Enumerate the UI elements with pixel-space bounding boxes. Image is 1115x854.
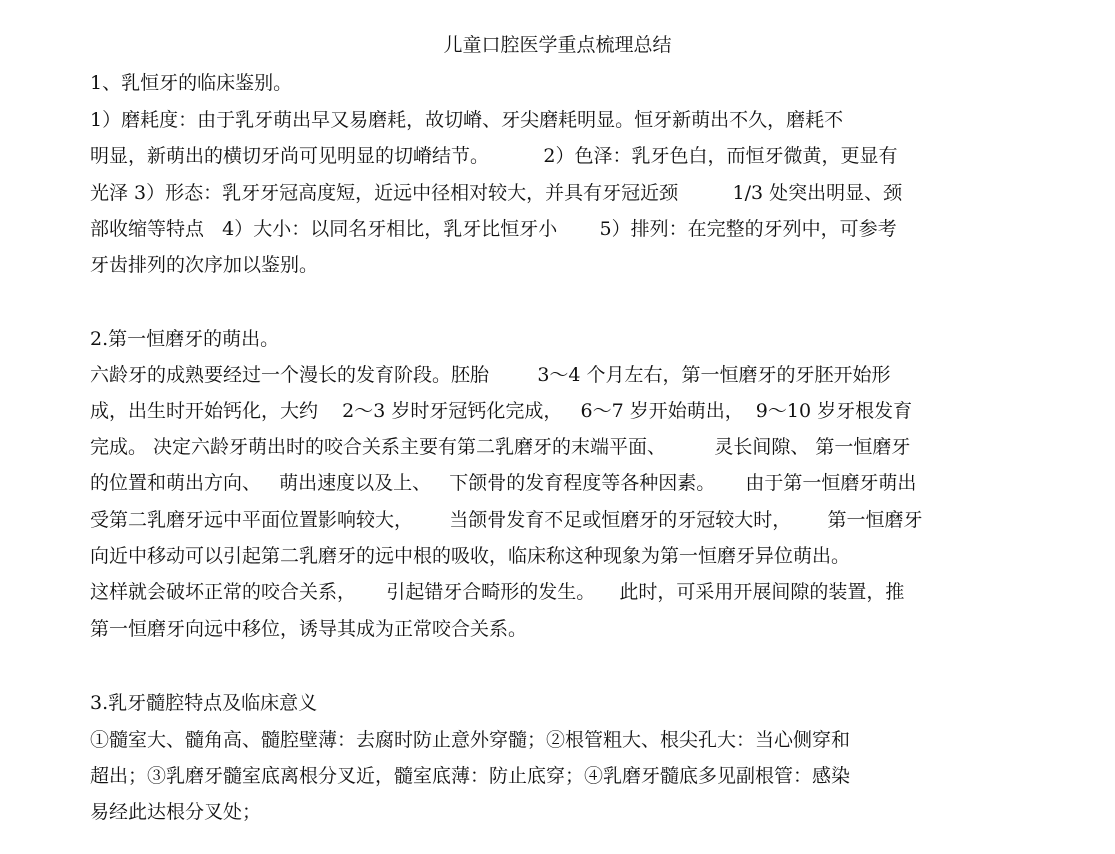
- paragraph-line: 这样就会破坏正常的咬合关系， 引起错牙合畸形的发生。 此时，可采用开展间隙的装置，推: [90, 581, 905, 603]
- paragraph-line: 六龄牙的成熟要经过一个漫长的发育阶段。胚胎 3～4 个月左右，第一恒磨牙的牙胚开始形: [90, 364, 891, 386]
- section-3-heading: 3.乳牙髓腔特点及临床意义: [90, 692, 318, 714]
- paragraph-line: 明显，新萌出的横切牙尚可见明显的切嵴结节。 2）色泽：乳牙色白，而恒牙微黄，更显有: [90, 145, 898, 167]
- paragraph-line: 牙齿排列的次序加以鉴别。: [90, 254, 319, 276]
- paragraph-line: 向近中移动可以引起第二乳磨牙的远中根的吸收，临床称这种现象为第一恒磨牙异位萌出。: [90, 545, 851, 567]
- paragraph-line: ①髓室大、髓角高、髓腔壁薄：去腐时防止意外穿髓；②根管粗大、根尖孔大：当心侧穿和: [90, 729, 851, 751]
- paragraph-line: 部收缩等特点 4）大小：以同名牙相比，乳牙比恒牙小 5）排列：在完整的牙列中，可参考: [90, 218, 897, 240]
- paragraph-line: 光泽 3）形态：乳牙牙冠高度短，近远中径相对较大，并具有牙冠近颈 1/3 处突出明显、颈: [90, 182, 903, 204]
- paragraph-line: 第一恒磨牙向远中移位，诱导其成为正常咬合关系。: [90, 618, 528, 640]
- paragraph-line: 完成。 决定六龄牙萌出时的咬合关系主要有第二乳磨牙的末端平面、 灵长间隙、 第一恒磨牙: [90, 436, 911, 458]
- document-title: 儿童口腔医学重点梳理总结: [443, 34, 672, 56]
- paragraph-line: 超出；③乳磨牙髓室底离根分叉近，髓室底薄：防止底穿；④乳磨牙髓底多见副根管：感染: [90, 765, 851, 787]
- paragraph-line: 成，出生时开始钙化，大约 2～3 岁时牙冠钙化完成， 6～7 岁开始萌出， 9～10 岁牙根发育: [90, 400, 913, 422]
- section-1-heading: 1、乳恒牙的临床鉴别。: [90, 72, 293, 94]
- section-2-heading: 2.第一恒磨牙的萌出。: [90, 328, 280, 350]
- paragraph-line: 1）磨耗度：由于乳牙萌出早又易磨耗，故切嵴、牙尖磨耗明显。恒牙新萌出不久，磨耗不: [90, 109, 844, 131]
- paragraph-line: 的位置和萌出方向、 萌出速度以及上、 下颌骨的发育程度等各种因素。 由于第一恒磨牙萌出: [90, 472, 917, 494]
- paragraph-line: 受第二乳磨牙远中平面位置影响较大， 当颌骨发育不足或恒磨牙的牙冠较大时， 第一恒磨牙: [90, 509, 923, 531]
- paragraph-line: 易经此达根分叉处；: [90, 801, 262, 823]
